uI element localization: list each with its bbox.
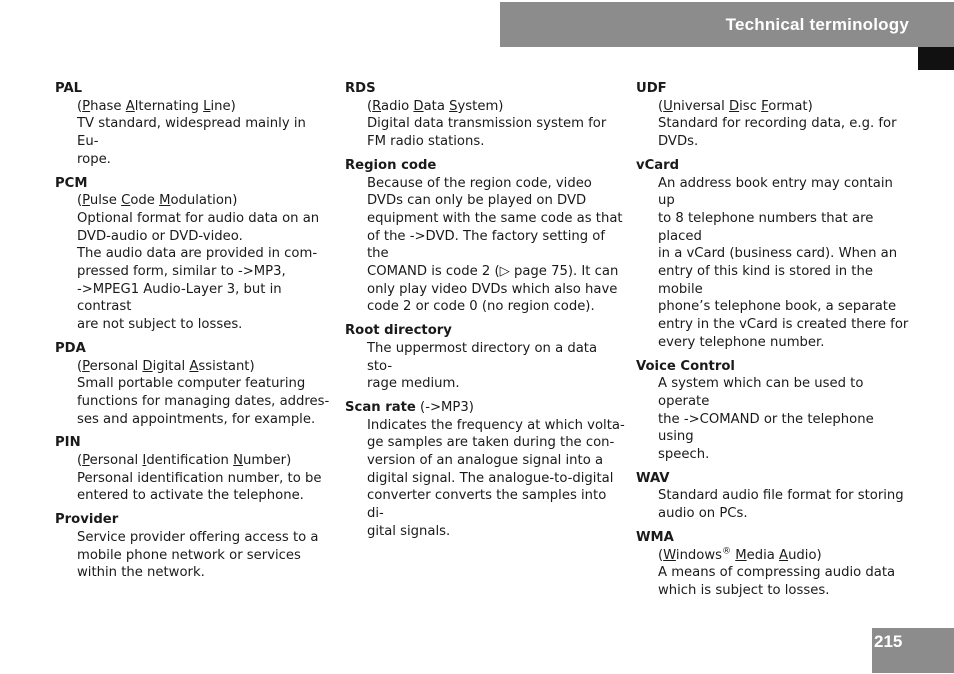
glossary-term: Root directory	[345, 323, 452, 339]
glossary-entry-pal	[55, 80, 330, 169]
glossary-term: PAL	[55, 81, 83, 96]
glossary-definition	[636, 547, 911, 600]
definition-line: Personal identification number, to be	[77, 470, 322, 486]
definition-line: entered to activate the telephone.	[77, 488, 304, 504]
glossary-entry-wma	[636, 529, 911, 600]
glossary-definition	[55, 98, 330, 169]
definition-line: rage medium.	[367, 376, 460, 392]
glossary-definition	[636, 487, 911, 522]
definition-line: rope.	[77, 151, 111, 167]
glossary-term: WAV	[636, 470, 670, 486]
glossary-term: Region code	[345, 157, 437, 173]
definition-line: mobile phone network or services	[77, 547, 301, 563]
term-expansion: (Personal Digital Assistant)	[77, 358, 255, 374]
definition-line: ses and appointments, for example.	[77, 411, 316, 427]
registered-mark: ®	[722, 546, 732, 557]
definition-line: speech.	[658, 447, 710, 463]
definition-line: of the ->DVD. The factory setting of the	[367, 228, 605, 262]
header-bar	[500, 2, 954, 47]
definition-line: Small portable computer featuring	[77, 376, 306, 392]
definition-line: gital signals.	[367, 523, 451, 539]
definition-line: pressed form, similar to ->MP3,	[77, 264, 286, 280]
glossary-entry-rds	[345, 80, 625, 151]
term-expansion: (Phase Alternating Line)	[77, 98, 236, 114]
definition-line: A system which can be used to operate	[658, 376, 864, 409]
glossary-definition	[345, 340, 625, 393]
glossary-term: Provider	[55, 512, 119, 528]
definition-line: DVDs can only be played on DVD	[367, 193, 587, 209]
glossary-term: vCard	[636, 157, 680, 173]
term-expansion: (Universal Disc Format)	[658, 98, 813, 114]
definition-line: ->MPEG1 Audio-Layer 3, but in contrast	[77, 281, 282, 315]
glossary-column-2	[345, 80, 625, 547]
definition-line: The audio data are provided in com-	[77, 246, 318, 262]
definition-line: ge samples are taken during the con-	[367, 435, 615, 451]
glossary-term: PDA	[55, 340, 86, 356]
glossary-entry-region-code	[345, 157, 625, 316]
glossary-term: UDF	[636, 81, 667, 96]
definition-line: the ->COMAND or the telephone using	[658, 411, 874, 445]
glossary-column-3	[636, 80, 911, 606]
term-expansion: (Personal Identification Number)	[77, 453, 292, 469]
definition-line: entry of this kind is stored in the mobile	[658, 264, 873, 297]
definition-line: COMAND is code 2 (▷ page 75). It can	[367, 264, 619, 280]
definition-line: to 8 telephone numbers that are placed	[658, 210, 874, 244]
glossary-definition	[345, 175, 625, 317]
glossary-definition	[345, 417, 625, 541]
glossary-entry-udf	[636, 80, 911, 151]
glossary-entry-pcm	[55, 175, 330, 334]
glossary-entry-pin	[55, 434, 330, 505]
definition-line: A means of compressing audio data	[658, 565, 896, 581]
term-expansion: (Windows® Media Audio)	[658, 546, 822, 563]
definition-line: digital signal. The analogue-to-digital	[367, 470, 614, 486]
glossary-definition	[345, 98, 625, 151]
glossary-definition	[636, 375, 911, 464]
glossary-definition	[636, 175, 911, 352]
definition-line: audio on PCs.	[658, 506, 748, 522]
definition-line: only play video DVDs which also have	[367, 281, 618, 297]
glossary-entry-voice-control	[636, 358, 911, 464]
definition-line: in a vCard (business card). When an	[658, 246, 898, 262]
glossary-definition	[55, 529, 330, 582]
definition-line: Digital data transmission system for	[367, 116, 607, 132]
glossary-entry-root-directory	[345, 322, 625, 393]
definition-line: entry in the vCard is created there for	[658, 317, 909, 333]
glossary-term: Scan rate (->MP3)	[345, 399, 474, 415]
definition-line: Standard audio file format for storing	[658, 488, 904, 504]
page-title: Technical terminology	[725, 14, 909, 34]
glossary-definition	[55, 358, 330, 429]
definition-line: every telephone number.	[658, 334, 825, 350]
definition-line: functions for managing dates, addres-	[77, 393, 330, 409]
term-expansion: (Pulse Code Modulation)	[77, 193, 238, 209]
definition-line: phone’s telephone book, a separate	[658, 299, 897, 315]
definition-line: Indicates the frequency at which volta-	[367, 417, 625, 433]
term-expansion: (Radio Data System)	[367, 98, 504, 114]
definition-line: which is subject to losses.	[658, 582, 830, 598]
glossary-definition	[636, 98, 911, 151]
definition-line: An address book entry may contain up	[658, 175, 893, 209]
definition-line: TV standard, widespread mainly in Eu-	[77, 116, 306, 150]
definition-line: version of an analogue signal into a	[367, 453, 604, 469]
definition-line: Because of the region code, video	[367, 175, 592, 191]
glossary-term: PIN	[55, 435, 81, 451]
glossary-term: Voice Control	[636, 358, 735, 374]
glossary-entry-scan-rate	[345, 399, 625, 541]
glossary-term: WMA	[636, 529, 674, 545]
glossary-entry-wav	[636, 470, 911, 523]
definition-line: The uppermost directory on a data sto-	[367, 340, 598, 374]
definition-line: Service provider offering access to a	[77, 529, 319, 545]
definition-line: equipment with the same code as that	[367, 210, 623, 226]
glossary-entry-provider	[55, 511, 330, 582]
definition-line: Standard for recording data, e.g. for	[658, 116, 897, 132]
definition-line: DVDs.	[658, 134, 699, 150]
glossary-column-1	[55, 80, 330, 588]
section-tab-marker	[918, 47, 954, 70]
definition-line: converter converts the samples into di-	[367, 488, 607, 522]
term-cross-reference: (->MP3)	[415, 399, 474, 415]
glossary-entry-vcard	[636, 157, 911, 352]
glossary-definition	[55, 192, 330, 334]
definition-line: Optional format for audio data on an	[77, 210, 320, 226]
glossary-definition	[55, 452, 330, 505]
definition-line: code 2 or code 0 (no region code).	[367, 299, 595, 315]
glossary-entry-pda	[55, 340, 330, 429]
definition-line: are not subject to losses.	[77, 317, 243, 333]
page-number: 215	[874, 632, 903, 651]
page-number-box	[872, 628, 954, 673]
definition-line: DVD-audio or DVD-video.	[77, 228, 243, 244]
glossary-term: RDS	[345, 81, 376, 96]
definition-line: within the network.	[77, 565, 205, 581]
glossary-term: PCM	[55, 175, 88, 191]
definition-line: FM radio stations.	[367, 134, 485, 150]
